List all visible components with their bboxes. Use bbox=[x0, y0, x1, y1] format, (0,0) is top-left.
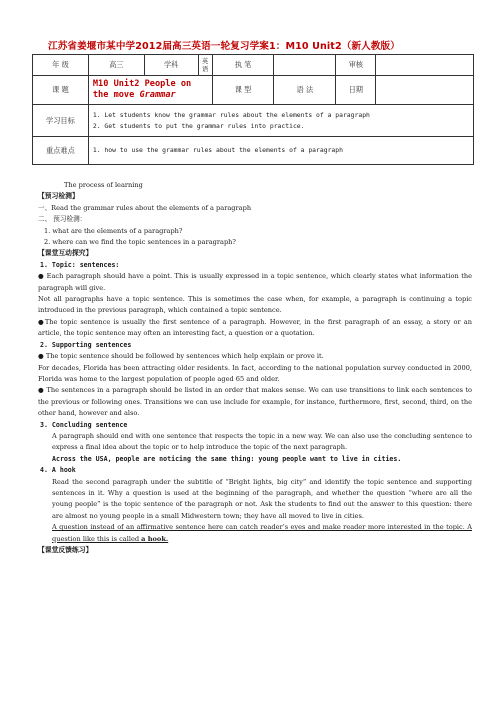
key-1: 1. how to use the grammar rules about the elements of a paragraph bbox=[88, 137, 473, 165]
section-1-para-2: Not all paragraphs have a topic sentence. This is sometimes the case when, for example, a paragraph is continuing a topic introduced in the previous paragraph, which contained a topic sentence. bbox=[38, 295, 472, 315]
lesson-info-table bbox=[32, 54, 474, 165]
grade-label: 年 级 bbox=[33, 55, 89, 76]
date-value bbox=[376, 76, 474, 105]
topic-line-2: the move bbox=[92, 90, 140, 100]
type-label: 课 型 bbox=[212, 76, 274, 105]
section-2-para-3: ● The sentences in a paragraph should be listed in an order that makes sense. We can use transitions to link each sentences to the previous or following ones. Transitions we can use include for example, for instance, furthermore, first, second, third, on the other hand, however and also. bbox=[38, 386, 472, 418]
writer-value bbox=[274, 55, 336, 76]
writer-label: 执 笔 bbox=[212, 55, 274, 76]
date-label: 日期 bbox=[336, 76, 376, 105]
review-label: 审核 bbox=[336, 55, 376, 76]
section-4-para-1: Read the second paragraph under the subtitle of “Bright lights, big city” and identify the topic sentence and supporting sentences in it. Why a question is used at the beginning of the paragraph, and whether the question “where are all the young people” is the topic sentence of the paragraph or not. Ask the students to find out the answer to this question: there are almost no young people in a small Midwestern town; they have all moved to live in cities. bbox=[52, 477, 472, 520]
goal-2: 2. Get students to put the grammar rules into practice. bbox=[92, 121, 305, 130]
lesson-body bbox=[38, 180, 472, 556]
section-3-heading: 3. Concluding sentence bbox=[40, 420, 128, 429]
preview-item-2: 二、 预习检测： bbox=[38, 215, 87, 224]
preview-item-1: 一、Read the grammar rules about the elements of a paragraph bbox=[38, 203, 252, 212]
section-2-para-1: ● The topic sentence should be followed by sentences which help explain or prove it. bbox=[38, 352, 324, 361]
goal-value bbox=[88, 105, 473, 137]
key-label: 重点难点 bbox=[33, 137, 89, 165]
topic-value bbox=[88, 76, 212, 105]
section-1-para-1: ● Each paragraph should have a point. This is usually expressed in a topic sentence, which clearly states what information the paragraph will give. bbox=[38, 272, 472, 292]
question-2: 2. where can we find the topic sentences in a paragraph? bbox=[44, 238, 236, 247]
section-3-para-1: A paragraph should end with one sentence that respects the topic in a new way. We can also use the concluding sentence to express a final idea about the topic or to help introduce the topic of the next paragraph. bbox=[52, 431, 472, 452]
hook-explanation: A question instead of an affirmative sentence here can catch reader’s eyes and make reader more interested in the topic. A question like this is called bbox=[52, 523, 472, 543]
section-1-heading: 1. Topic: sentences: bbox=[40, 260, 120, 269]
subject-label: 学科 bbox=[144, 55, 198, 76]
topic-line-1: M10 Unit2 People on bbox=[92, 79, 192, 89]
goal-label: 学习目标 bbox=[33, 105, 89, 137]
feedback-header: 【课堂反馈练习】 bbox=[38, 546, 93, 554]
section-4-para-2 bbox=[38, 522, 472, 545]
process-heading: The process of learning bbox=[64, 181, 143, 189]
inclass-header: 【课堂互动探究】 bbox=[38, 249, 93, 258]
goal-1: 1. Let students know the grammar rules about the elements of a paragraph bbox=[92, 110, 370, 119]
section-2-heading: 2. Supporting sentences bbox=[40, 340, 132, 349]
subject-value: 英语 bbox=[198, 55, 212, 76]
document-title: 江苏省姜堰市某中学2012届高三英语一轮复习学案1：M10 Unit2（新人教版） bbox=[48, 41, 400, 52]
question-1: 1. what are the elements of a paragraph? bbox=[44, 226, 183, 235]
section-3-example: Across the USA, people are noticing the same thing: young people want to live in cities. bbox=[52, 454, 402, 463]
preview-header: 【预习检测】 bbox=[38, 192, 79, 201]
grade-value: 高三 bbox=[88, 55, 144, 76]
topic-label: 课 题 bbox=[33, 76, 89, 105]
section-1-para-3: ●The topic sentence is usually the first sentence of a paragraph. However, in the first paragraph of an essay, a story or an article, the topic sentence may often an interesting fact, a question or a quotation. bbox=[38, 317, 472, 338]
review-value bbox=[376, 55, 474, 76]
type-value: 语 法 bbox=[274, 76, 336, 105]
topic-grammar: Grammar bbox=[139, 90, 176, 100]
hook-term: a hook. bbox=[141, 534, 169, 543]
section-4-heading: 4. A hook bbox=[40, 466, 76, 475]
section-2-para-2: For decades, Florida has been attracting older residents. In fact, according to the national population survey conducted in 2000, Florida was home to the largest population of people aged 65 and older. bbox=[38, 363, 472, 383]
